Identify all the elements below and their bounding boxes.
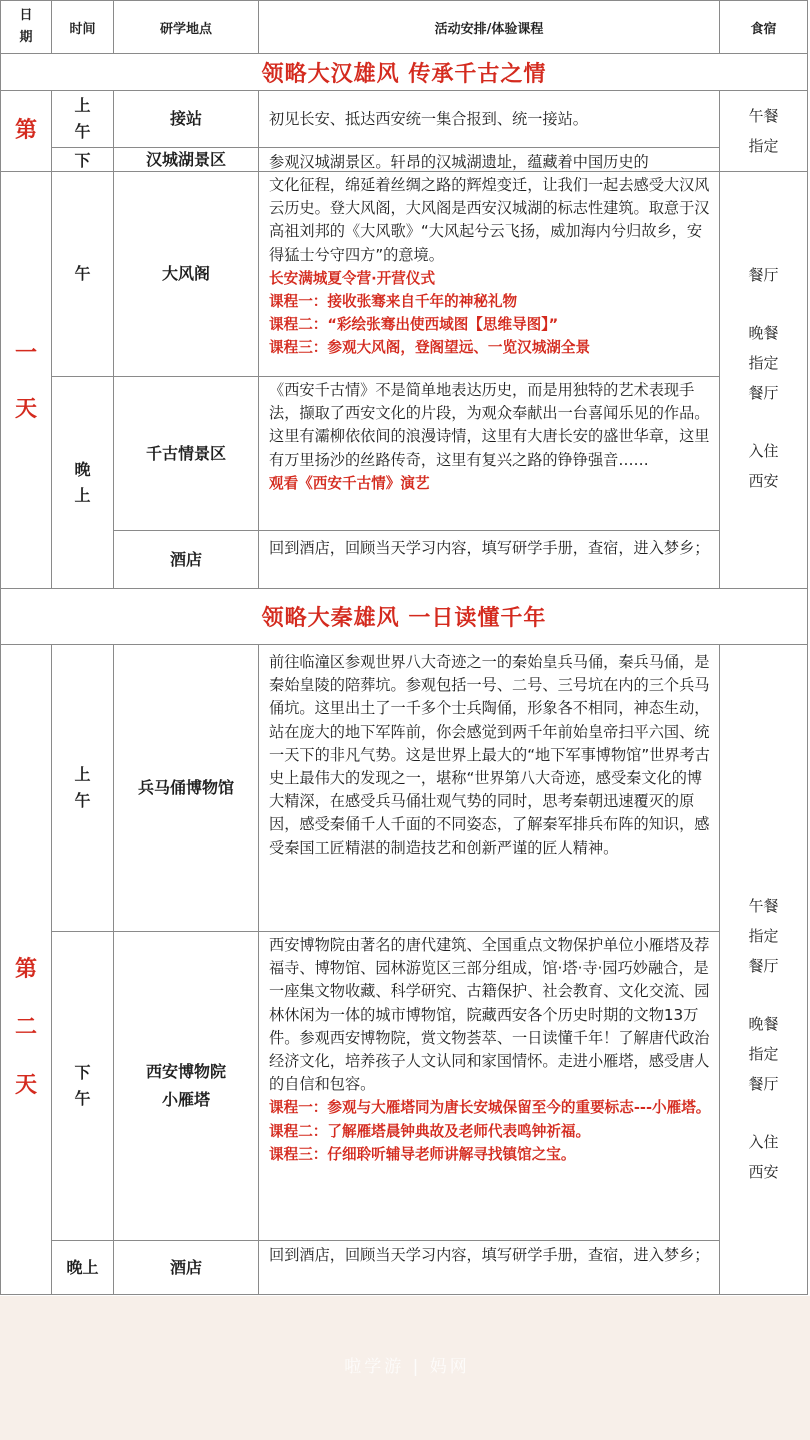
day1-hancheng-activity	[258, 147, 720, 172]
day1-meal-top	[719, 90, 808, 172]
day1-meal-4: 餐厅	[748, 384, 779, 402]
day2-museum-activity	[258, 931, 720, 1241]
day1-hotel-activity	[258, 530, 720, 589]
day2-course-3: 课程三：仔细聆听辅导老师讲解寻找镇馆之宝。	[269, 1145, 576, 1163]
day1-meal-1: 餐厅	[748, 266, 779, 284]
day1-meal-bottom	[719, 171, 808, 589]
day1-label-second: 一	[14, 341, 37, 366]
day1-morning-time	[51, 90, 114, 148]
day1-pickup-location: 接站	[113, 90, 259, 148]
day2-label-second: 二	[14, 1015, 37, 1040]
day1-evening-time-2: 上	[74, 485, 91, 505]
day2-course-1: 课程一：参观与大雁塔同为唐长安城保留至今的重要标志---小雁塔。	[269, 1099, 711, 1117]
day2-museum-text: 西安博物院由著名的唐代建筑、全国重点文物保护单位小雁塔及荐福寺、博物馆、园林游览区三部分组成，馆·塔·寺·园巧妙融合，是一座集文物收藏、科学研究、古籍保护、社会教育、文化交流、园林休闲为一体的城市博物馆，院藏西安各个历史时期的文物13万件。参观西安博物院，赏文物荟萃、一日读懂千年！了解唐代政治经济文化，培养孩子人文认同和家国情怀。走进小雁塔，感受唐人的自信和包容。	[269, 936, 710, 1094]
day2-afternoon-time	[51, 931, 114, 1241]
day2-meal-5: 指定	[748, 1045, 779, 1063]
day2-label-third: 天	[14, 1073, 37, 1098]
day1-afternoon-time: 午	[51, 171, 114, 377]
day1-morning-time-1: 上	[74, 96, 91, 115]
header-date	[0, 0, 52, 54]
day2-label	[0, 644, 52, 1295]
day1-meal-top-1: 午餐	[748, 107, 779, 125]
day2-label-first: 第	[14, 957, 37, 982]
day2-course-2: 课程二：了解雁塔晨钟典故及老师代表鸣钟祈福。	[269, 1122, 591, 1140]
day1-dafengge-location: 大风阁	[113, 171, 259, 377]
day1-morning-time-2: 午	[74, 122, 91, 141]
day2-section-title: 领略大秦雄风 一日读懂千年	[0, 588, 808, 645]
day1-afternoon-time-top: 下	[51, 147, 114, 172]
day1-course-3: 课程三：参观大风阁，登阁望远、一览汉城湖全景	[269, 339, 591, 357]
day2-bingma-location: 兵马俑博物馆	[113, 644, 259, 932]
day2-hotel-location: 酒店	[113, 1240, 259, 1295]
day2-meal-1: 午餐	[748, 897, 779, 915]
day1-qiangu-text: 《西安千古情》不是简单地表达历史，而是用独特的艺术表现手法，撷取了西安文化的片段，为观众奉献出一台喜闻乐见的作品。 这里有灞柳依依间的浪漫诗情，这里有大唐长安的盛世华章，这里有万里扬沙的丝路传奇，这里有复兴之路的铮铮强音……	[269, 381, 710, 469]
day1-meal-6: 西安	[748, 472, 779, 490]
day2-bingma-activity	[258, 644, 720, 932]
day2-morning-time-2: 午	[74, 791, 91, 810]
day1-label-third: 天	[14, 397, 37, 422]
watermark: 啦学游 | 妈网	[344, 1357, 470, 1377]
day1-label-top	[0, 90, 52, 172]
day1-qiangu-activity	[258, 376, 720, 531]
day1-hotel-location: 酒店	[113, 530, 259, 589]
day2-museum-name: 西安博物院	[145, 1062, 226, 1081]
header-date-label: 日期	[19, 8, 33, 45]
day1-meal-3: 指定	[748, 354, 779, 372]
day1-qiangu-location: 千古情景区	[113, 376, 259, 531]
day2-meal-6: 餐厅	[748, 1075, 779, 1093]
day2-bingma-text: 前往临潼区参观世界八大奇迹之一的秦始皇兵马俑，秦兵马俑，是秦始皇陵的陪葬坑。参观包括一号、二号、三号坑在内的三个兵马俑坑。这里出土了一千多个士兵陶俑，形象各不相同，神态生动，站在庞大的地下军阵前，你会感觉到两千年前始皇帝扫平六国、统一天下的非凡气势。这是世界上最大的“地下军事博物馆”世界考古史上最伟大的发现之一，堪称“世界第八大奇迹，感受秦文化的博大精深，在感受兵马俑壮观气势的同时，思考秦朝迅速覆灭的原因，感受秦俑千人千面的不同姿态，了解秦军排兵布阵的知识，感受秦国工匠精湛的制造技艺和创新严谨的匠人精神。	[269, 653, 710, 857]
day2-meal-8: 西安	[748, 1163, 779, 1181]
header-meal: 食宿	[719, 0, 808, 54]
day2-afternoon-time-1: 下	[74, 1063, 91, 1082]
day1-hancheng-text: 参观汉城湖景区。轩昂的汉城湖遗址，蕴藏着中国历史的	[269, 153, 649, 171]
day1-pickup-text: 初见长安、抵达西安统一集合报到、统一接站。	[269, 110, 588, 128]
day2-meal-3: 餐厅	[748, 957, 779, 975]
day2-morning-time-1: 上	[74, 765, 91, 784]
day1-label-bottom	[0, 171, 52, 589]
day2-meal-7: 入住	[748, 1133, 779, 1151]
day1-evening-time	[51, 376, 114, 589]
day2-hotel-text: 回到酒店，回顾当天学习内容，填写研学手册，查宿，进入梦乡；	[269, 1246, 710, 1264]
day2-museum-location	[113, 931, 259, 1241]
day2-evening-time: 晚上	[51, 1240, 114, 1295]
day1-dafengge-text: 文化征程，绵延着丝绸之路的辉煌变迁，让我们一起去感受大汉风云历史。登大风阁，大风阁是西安汉城湖的标志性建筑。取意于汉高祖刘邦的《大风歌》“大风起兮云飞扬，威加海内兮归故乡，安得猛士兮守四方”的意境。	[269, 176, 710, 264]
day2-afternoon-time-2: 午	[74, 1089, 91, 1108]
header-activity: 活动安排/体验课程	[258, 0, 720, 54]
day1-hancheng-location: 汉城湖景区	[113, 147, 259, 172]
day1-dafengge-activity	[258, 171, 720, 377]
day2-meal	[719, 644, 808, 1295]
day1-pickup-activity	[258, 90, 720, 148]
day2-meal-4: 晚餐	[748, 1015, 779, 1033]
day1-label-first: 第	[14, 118, 37, 143]
day1-opening-ceremony: 长安满城夏令营·开营仪式	[269, 269, 436, 287]
day1-meal-top-2: 指定	[748, 137, 779, 155]
day1-meal-5: 入住	[748, 442, 779, 460]
day2-hotel-activity	[258, 1240, 720, 1295]
day1-course-1: 课程一：接收张骞来自千年的神秘礼物	[269, 293, 518, 311]
day1-course-2: 课程二：“彩绘张骞出使西域图【思维导图】”	[269, 316, 559, 334]
day2-pagoda-name: 小雁塔	[161, 1090, 210, 1109]
day1-hotel-text: 回到酒店，回顾当天学习内容，填写研学手册，查宿，进入梦乡；	[269, 539, 710, 557]
day2-meal-2: 指定	[748, 927, 779, 945]
header-location: 研学地点	[113, 0, 259, 54]
day1-qiangu-show: 观看《西安千古情》演艺	[269, 474, 430, 492]
day1-evening-time-1: 晚	[74, 459, 91, 479]
day2-morning-time	[51, 644, 114, 932]
day1-meal-2: 晚餐	[748, 324, 779, 342]
header-time: 时间	[51, 0, 114, 54]
day1-section-title: 领略大汉雄风 传承千古之情	[0, 53, 808, 91]
